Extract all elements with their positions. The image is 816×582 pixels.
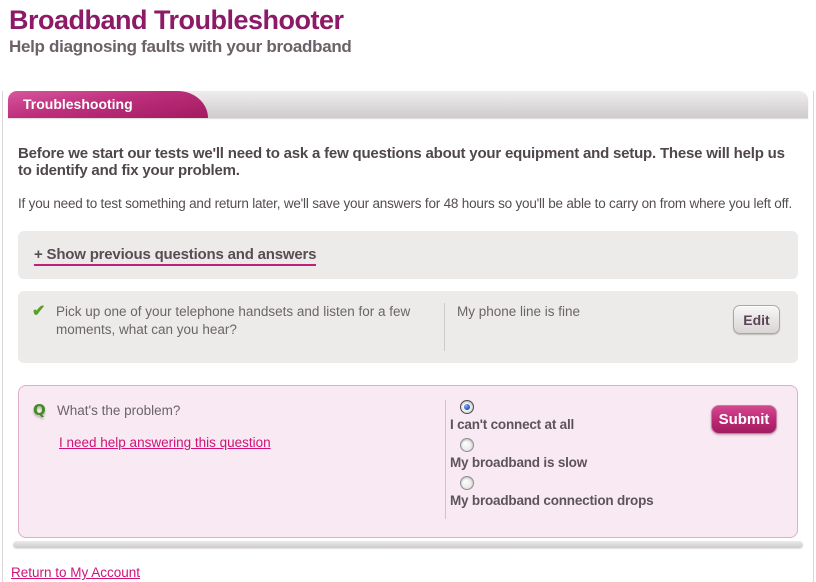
tab-troubleshooting[interactable]: Troubleshooting <box>8 91 208 118</box>
option-label[interactable]: My broadband is slow <box>450 455 588 470</box>
edit-button[interactable]: Edit <box>733 305 780 334</box>
answered-question-text: Pick up one of your telephone handsets and listen for a few moments, what can you hear? <box>56 304 411 337</box>
option-label[interactable]: My broadband connection drops <box>450 493 654 508</box>
previous-questions-box <box>18 231 798 279</box>
check-icon: ✔ <box>32 303 46 320</box>
current-question-text <box>57 402 437 452</box>
main-container <box>2 91 814 582</box>
troubleshooter-panel <box>8 118 808 538</box>
show-previous-questions-link[interactable]: + Show previous questions and answers <box>34 246 316 266</box>
option-broadband-slow <box>450 438 783 470</box>
answered-question-answer: My phone line is fine <box>457 304 581 319</box>
return-to-my-account-link[interactable]: Return to My Account <box>11 565 141 580</box>
tab-bar <box>8 91 808 118</box>
panel-bottom-edge <box>13 541 803 548</box>
current-question-box <box>18 385 798 538</box>
intro-text: Before we start our tests we'll need to ask a few questions about your equipment and setup. These will help us to identify and fix your problem. <box>18 145 785 179</box>
submit-button[interactable]: Submit <box>711 405 777 434</box>
radio-broadband-slow[interactable] <box>460 438 474 452</box>
radio-cant-connect[interactable] <box>460 400 474 414</box>
question-icon: Q <box>33 401 46 419</box>
page-header <box>0 0 816 57</box>
intro-note: If you need to test something and return later, we'll save your answers for 48 hours so you'll be able to carry on from where you left off. <box>18 196 793 211</box>
radio-connection-drops[interactable] <box>460 476 474 490</box>
answered-question-row <box>18 291 798 363</box>
page-title: Broadband Troubleshooter <box>9 5 344 35</box>
page-subtitle: Help diagnosing faults with your broadband <box>9 37 352 56</box>
help-answering-link[interactable]: I need help answering this question <box>59 435 271 450</box>
option-label[interactable]: I can't connect at all <box>450 417 575 432</box>
question-label: What's the problem? <box>57 403 181 418</box>
option-connection-drops <box>450 476 783 508</box>
